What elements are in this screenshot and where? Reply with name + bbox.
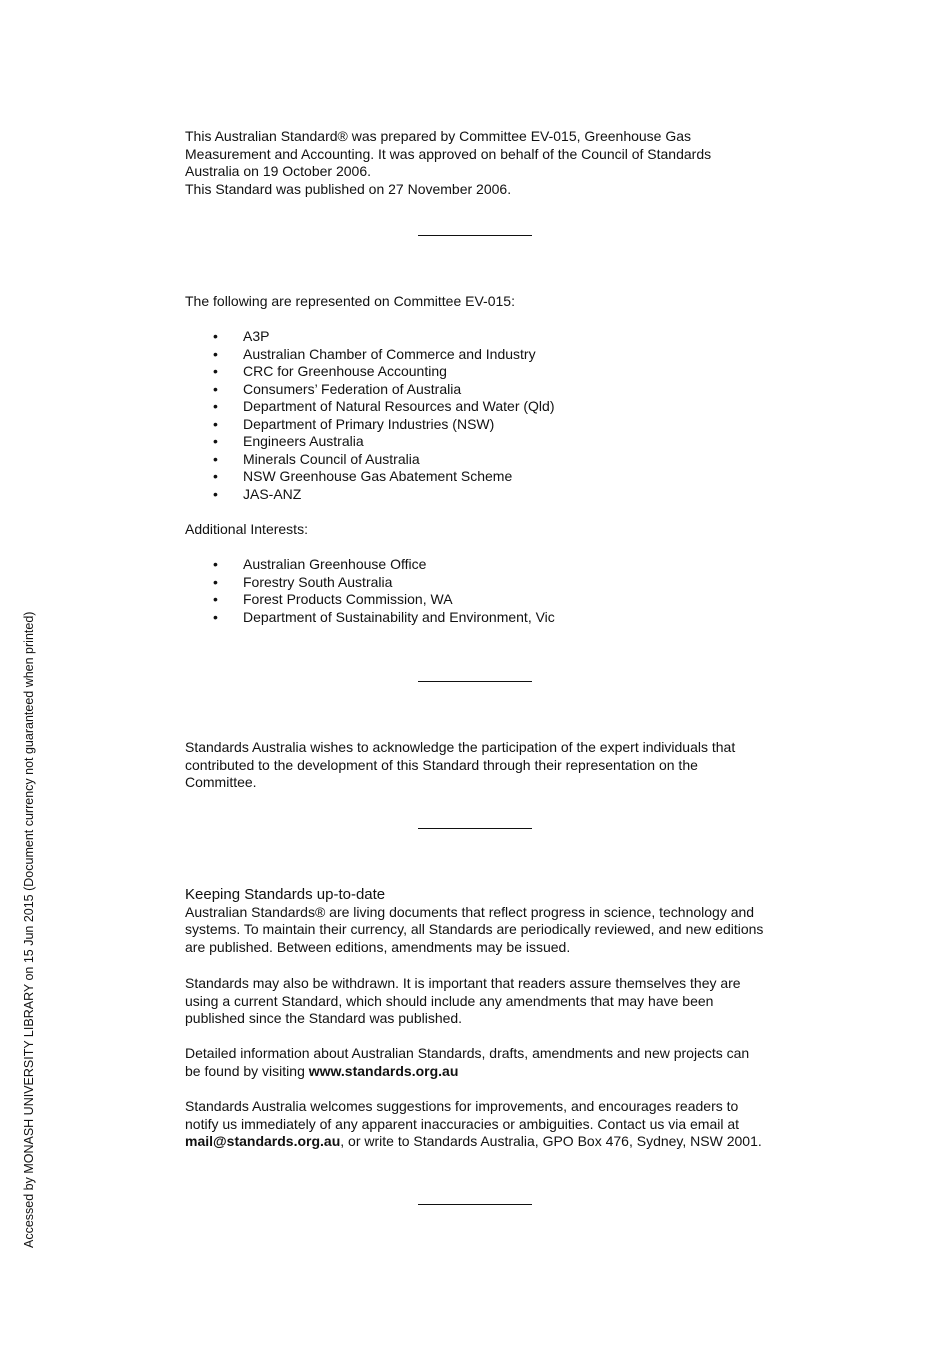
paragraph-line: notify us immediately of any apparent inaccuracies or ambiguities. Contact us via email at <box>185 1115 740 1132</box>
member-name: Australian Chamber of Commerce and Industry <box>243 345 536 362</box>
preparation-line: Australia on 19 October 2006. <box>185 163 372 179</box>
list-item <box>185 486 555 504</box>
paragraph-line: published since the Standard was published. <box>185 1010 463 1026</box>
preparation-line: Measurement and Accounting. It was approved on behalf of the Council of Standards <box>185 145 712 162</box>
bullet-icon: • <box>213 608 218 625</box>
member-name: CRC for Greenhouse Accounting <box>243 363 447 379</box>
paragraph-line: systems. To maintain their currency, all Standards are periodically reviewed, and new editions <box>185 921 764 937</box>
interest-name: Forestry South Australia <box>243 573 393 590</box>
publication-date-line: This Standard was published on 27 November 2006. <box>185 180 512 197</box>
list-item <box>185 574 555 592</box>
bullet-icon: • <box>213 556 218 572</box>
member-name: JAS-ANZ <box>243 485 302 502</box>
interest-name: Department of Sustainability and Environment, Vic <box>243 608 555 625</box>
list-item <box>185 591 555 609</box>
section-divider <box>418 681 532 682</box>
bullet-icon: • <box>213 328 218 344</box>
list-item <box>185 416 555 434</box>
interest-name: Australian Greenhouse Office <box>243 556 427 572</box>
committee-members-list <box>185 328 555 503</box>
access-watermark-note: Accessed by MONASH UNIVERSITY LIBRARY on 15 Jun 2015 (Document currency not guaranteed when printed) <box>22 611 36 1248</box>
email-link[interactable]: mail@standards.org.au <box>185 1133 341 1149</box>
list-item <box>185 381 555 399</box>
paragraph-line: Standards may also be withdrawn. It is important that readers assure themselves they are <box>185 975 741 991</box>
paragraph-text: be found by visiting <box>185 1062 309 1079</box>
section-divider <box>418 235 532 236</box>
contact-paragraph <box>185 1098 770 1151</box>
member-name: Consumers’ Federation of Australia <box>243 380 462 397</box>
bullet-icon: • <box>213 345 218 362</box>
list-item <box>185 468 555 486</box>
preparation-line: This Australian Standard® was prepared by Committee EV-015, Greenhouse Gas <box>185 128 692 144</box>
list-item <box>185 346 555 364</box>
bullet-icon: • <box>213 363 218 379</box>
paragraph-line: Detailed information about Australian Standards, drafts, amendments and new projects can <box>185 1045 750 1061</box>
paragraph-text: , or write to Standards Australia, GPO Box 476, Sydney, NSW 2001. <box>340 1133 762 1149</box>
member-name: Engineers Australia <box>243 433 364 449</box>
website-link[interactable]: www.standards.org.au <box>308 1062 459 1079</box>
list-item <box>185 609 555 627</box>
paragraph-line <box>185 1063 770 1081</box>
withdrawal-paragraph <box>185 975 770 1028</box>
list-item <box>185 363 555 381</box>
bullet-icon: • <box>213 398 218 414</box>
bullet-icon: • <box>213 450 218 467</box>
acknowledgement-paragraph <box>185 739 770 792</box>
additional-interests-label: Additional Interests: <box>185 521 308 537</box>
information-paragraph <box>185 1045 770 1080</box>
acknowledgement-line: contributed to the development of this Standard through their representation on the <box>185 756 698 773</box>
bullet-icon: • <box>213 591 218 607</box>
list-item <box>185 451 555 469</box>
member-name: Minerals Council of Australia <box>243 450 420 467</box>
acknowledgement-line: Standards Australia wishes to acknowledge the participation of the expert individuals that <box>185 739 736 755</box>
bullet-icon: • <box>213 433 218 449</box>
bullet-icon: • <box>213 380 218 397</box>
paragraph-line: using a current Standard, which should include any amendments that may have been <box>185 992 714 1009</box>
list-item <box>185 556 555 574</box>
interest-name: Forest Products Commission, WA <box>243 591 453 607</box>
keeping-standards-section <box>185 886 770 956</box>
bullet-icon: • <box>213 468 218 484</box>
paragraph-line: Standards Australia welcomes suggestions for improvements, and encourages readers to <box>185 1098 739 1114</box>
member-name: Department of Primary Industries (NSW) <box>243 415 495 432</box>
list-item <box>185 433 555 451</box>
list-item <box>185 328 555 346</box>
paragraph-line: Australian Standards® are living documents that reflect progress in science, technology and <box>185 903 755 920</box>
member-name: NSW Greenhouse Gas Abatement Scheme <box>243 468 513 484</box>
list-item <box>185 398 555 416</box>
acknowledgement-line: Committee. <box>185 774 257 790</box>
section-divider <box>418 1204 532 1205</box>
bullet-icon: • <box>213 415 218 432</box>
paragraph-line <box>185 1133 770 1151</box>
preparation-notice <box>185 128 770 198</box>
additional-interests-list <box>185 556 555 626</box>
paragraph-line: are published. Between editions, amendments may be issued. <box>185 938 571 955</box>
member-name: A3P <box>243 328 270 344</box>
bullet-icon: • <box>213 573 218 590</box>
bullet-icon: • <box>213 485 218 502</box>
section-heading: Keeping Standards up-to-date <box>185 886 386 903</box>
committee-intro: The following are represented on Committee EV-015: <box>185 293 515 309</box>
section-divider <box>418 828 532 829</box>
member-name: Department of Natural Resources and Water (Qld) <box>243 398 555 414</box>
